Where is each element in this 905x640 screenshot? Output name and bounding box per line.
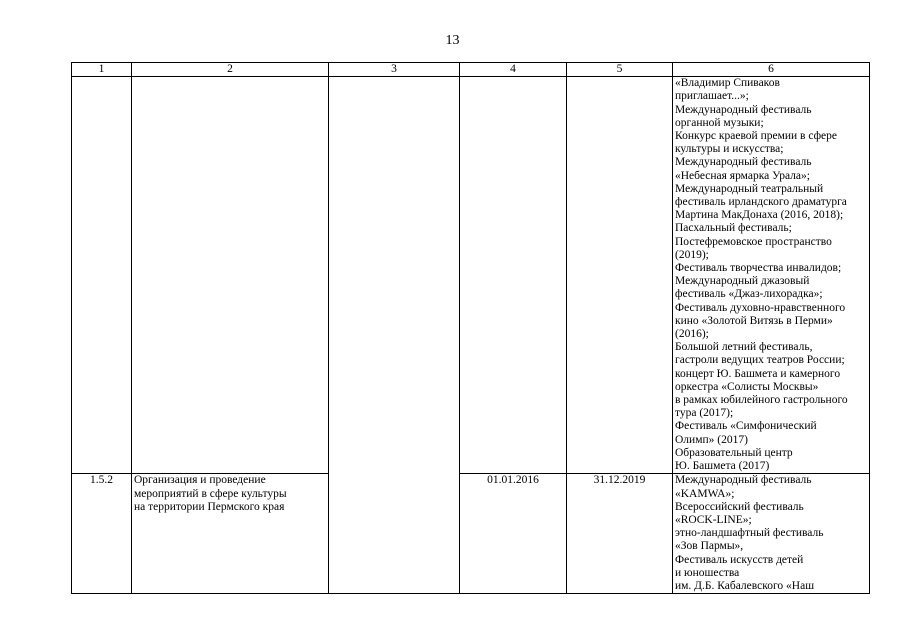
executor-cell [329,77,460,594]
header-row [72,63,870,77]
events-list-cell: Международный фестиваль «KAMWA»; Всероссийский фестиваль «ROCK-LINE»; этно-ландшафтный фестиваль «Зов Пармы», Фестиваль искусств детей и юношества им. Д.Б. Кабалевского «Наш [673,474,870,594]
row-number-cell [72,77,132,474]
header-cell-2: 2 [132,63,329,77]
header-cell-1: 1 [72,63,132,77]
activity-name-cell: Организация и проведение мероприятий в сфере культуры на территории Пермского края [132,474,329,594]
page-number: 13 [445,33,460,48]
header-cell-6: 6 [673,63,870,77]
table-row [72,77,870,474]
table-row [72,474,870,594]
start-date-cell: 01.01.2016 [460,474,567,594]
header-cell-3: 3 [329,63,460,77]
row-number-cell: 1.5.2 [72,474,132,594]
activity-name-cell [132,77,329,474]
end-date-cell: 31.12.2019 [567,474,673,594]
events-list-cell: «Владимир Спиваков приглашает...»; Международный фестиваль органной музыки; Конкурс краевой премии в сфере культуры и искусства; Международный фестиваль «Небесная ярмарка Урала»; Международный театральный фестиваль ирландского драматурга Мартина МакДонаха (2016, 2018); Пасхальный фестиваль; Постефремовское пространство (2019); Фестиваль творчества инвалидов; Международный джазовый фестиваль «Джаз-лихорадка»; Фестиваль духовно-нравственного кино «Золотой Витязь в Перми» (2016); Большой летний фестиваль, гастроли ведущих театров России; концерт Ю. Башмета и камерного оркестра «Солисты Москвы» в рамках юбилейного гастрольного тура (2017); Фестиваль «Симфонический Олимп» (2017) Образовательный центр Ю. Башмета (2017) [673,77,870,474]
header-cell-4: 4 [460,63,567,77]
end-date-cell [567,77,673,474]
program-table [71,62,870,594]
header-cell-5: 5 [567,63,673,77]
start-date-cell [460,77,567,474]
